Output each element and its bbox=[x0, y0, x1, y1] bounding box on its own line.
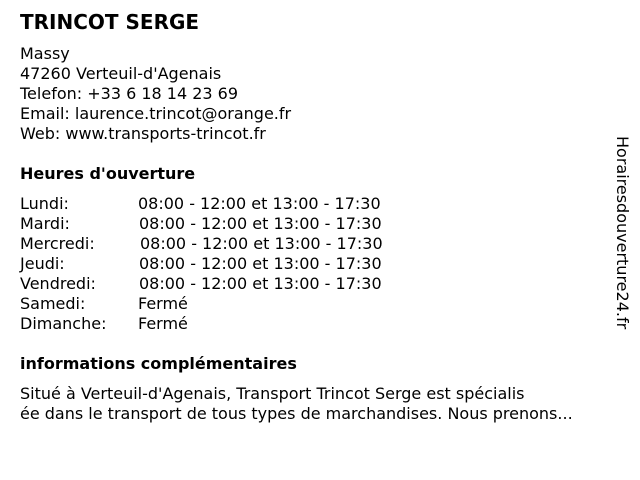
day-label: Jeudi: bbox=[20, 254, 65, 273]
business-name: TRINCOT SERGE bbox=[20, 10, 200, 34]
day-label: Vendredi: bbox=[20, 274, 96, 293]
info-description-line-1: Situé à Verteuil-d'Agenais, Transport Trincot Serge est spécialis bbox=[20, 384, 525, 403]
phone-line: Telefon: +33 6 18 14 23 69 bbox=[20, 84, 239, 103]
opening-hours-heading: Heures d'ouverture bbox=[20, 164, 196, 183]
day-hours: Fermé bbox=[138, 314, 188, 333]
day-label: Lundi: bbox=[20, 194, 69, 213]
day-hours: 08:00 - 12:00 et 13:00 - 17:30 bbox=[139, 214, 382, 233]
web-line: Web: www.transports-trincot.fr bbox=[20, 124, 266, 143]
day-label: Mercredi: bbox=[20, 234, 95, 253]
day-hours: 08:00 - 12:00 et 13:00 - 17:30 bbox=[140, 234, 383, 253]
address-line-2: 47260 Verteuil-d'Agenais bbox=[20, 64, 222, 83]
day-label: Samedi: bbox=[20, 294, 86, 313]
info-description-line-2: ée dans le transport de tous types de marchandises. Nous prenons... bbox=[20, 404, 573, 423]
site-watermark: Horairesdouverture24.fr bbox=[613, 136, 632, 330]
address-line-1: Massy bbox=[20, 44, 70, 63]
day-hours: 08:00 - 12:00 et 13:00 - 17:30 bbox=[138, 194, 381, 213]
info-description bbox=[20, 384, 620, 424]
day-label: Mardi: bbox=[20, 214, 70, 233]
day-hours: Fermé bbox=[138, 294, 188, 313]
day-hours: 08:00 - 12:00 et 13:00 - 17:30 bbox=[139, 274, 382, 293]
info-heading: informations complémentaires bbox=[20, 354, 297, 373]
day-hours: 08:00 - 12:00 et 13:00 - 17:30 bbox=[139, 254, 382, 273]
email-line: Email: laurence.trincot@orange.fr bbox=[20, 104, 292, 123]
day-label: Dimanche: bbox=[20, 314, 107, 333]
